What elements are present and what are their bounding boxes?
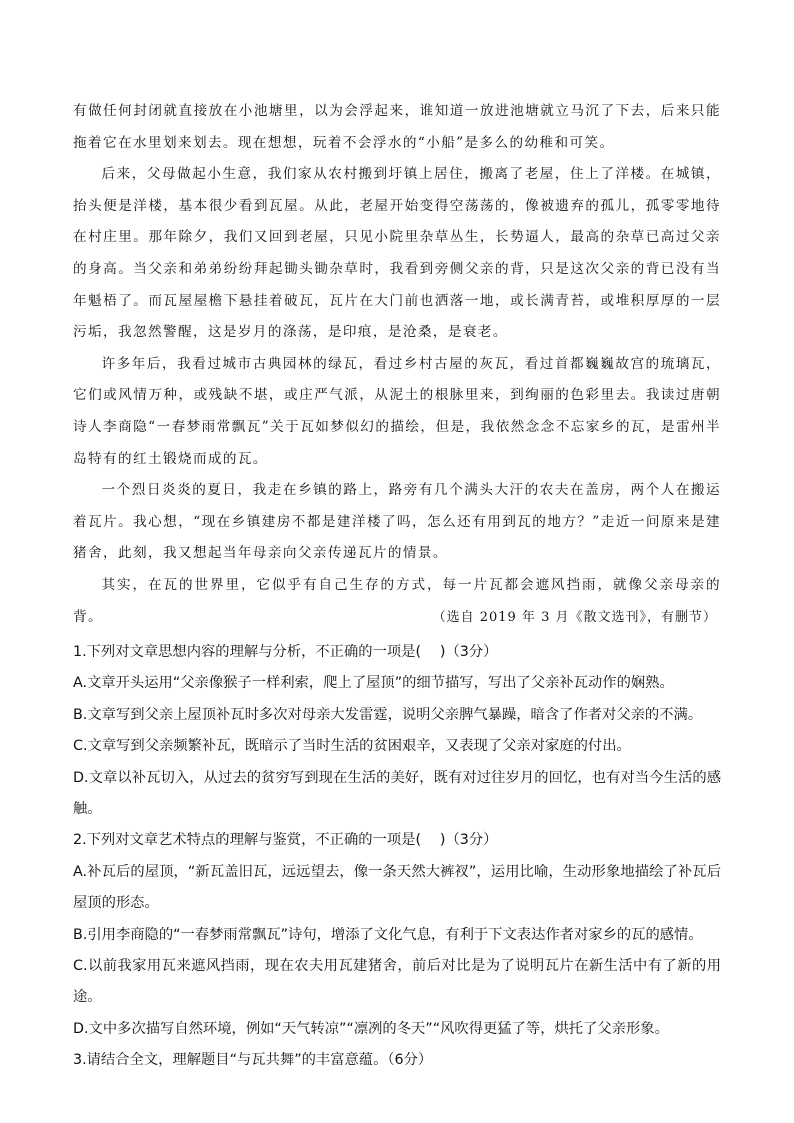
passage-source: （选自 2019 年 3 月《散文选刊》，有删节） bbox=[432, 610, 717, 625]
passage-paragraph: 有做任何封闭就直接放在小池塘里，以为会浮起来，谁知道一放进池塘就立马沉了下去，后来只能拖着它在水里划来划去。现在想想，玩着不会浮水的“小船”是多么的幼稚和可笑。 bbox=[73, 103, 721, 151]
passage-paragraph: 其实，在瓦的世界里，它似乎有自己生存的方式，每一片瓦都会遮风挡雨，就像父亲母亲的背。 bbox=[73, 576, 721, 625]
question-option: D.文章以补瓦切入，从过去的贫穷写到现在生活的美好，既有对过往岁月的回忆，也有对当今生活的感触。 bbox=[73, 769, 721, 818]
question-option: D.文中多次描写自然环境，例如“天气转凉”“凛冽的冬天”“风吹得更猛了等，烘托了父亲形象。 bbox=[73, 1020, 669, 1037]
question-option: C.以前我家用瓦来遮风挡雨，现在农夫用瓦建猪舍，前后对比是为了说明瓦片在新生活中有了新的用途。 bbox=[73, 958, 721, 1006]
question-list bbox=[73, 637, 721, 1077]
question-option: A.补瓦后的屋顶，“新瓦盖旧瓦，远远望去，像一条天然大裤衩”，运用比喻，生动形象地描绘了补瓦后屋顶的形态。 bbox=[73, 863, 721, 912]
question-stem: 2.下列对文章艺术特点的理解与鉴赏，不正确的一项是( )（3分） bbox=[73, 832, 498, 849]
passage-paragraph: 许多年后，我看过城市古典园林的绿瓦，看过乡村古屋的灰瓦，看过首都巍巍故宫的琉璃瓦，它们或风情万种，或残缺不堪，或庄严气派，从泥土的根脉里来，到绚丽的色彩里去。我读过唐朝诗人李商隐“一春梦雨常飘瓦”关于瓦如梦似幻的描绘，但是，我依然念念不忘家乡的瓦，是雷州半岛特有的红土锻烧而成的瓦。 bbox=[73, 355, 721, 467]
question-option: C.文章写到父亲频繁补瓦，既暗示了当时生活的贫困艰辛，又表现了父亲对家庭的付出。 bbox=[73, 738, 631, 755]
question-option: B.文章写到父亲上屋顶补瓦时多次对母亲大发雷霆，说明父亲脾气暴躁，暗含了作者对父亲的不满。 bbox=[73, 706, 703, 723]
question-option: A.文章开头运用“父亲像猴子一样利索，爬上了屋顶”的细节描写，写出了父亲补瓦动作的娴熟。 bbox=[73, 675, 674, 692]
passage-paragraph: 一个烈日炎炎的夏日，我走在乡镇的路上，路旁有几个满头大汗的农夫在盖房，两个人在搬运着瓦片。我心想，“现在乡镇建房不都是建洋楼了吗，怎么还有用到瓦的地方？”走近一问原来是建猪舍，此刻，我又想起当年母亲向父亲传递瓦片的情景。 bbox=[73, 482, 721, 562]
question-stem: 1.下列对文章思想内容的理解与分析，不正确的一项是( )（3分） bbox=[73, 644, 498, 660]
passage-paragraph: 后来，父母做起小生意，我们家从农村搬到圩镇上居住，搬离了老屋，住上了洋楼。在城镇，抬头便是洋楼，基本很少看到瓦屋。从此，老屋开始变得空荡荡的，像被遗弃的孤儿，孤零零地待在村庄里。那年除夕，我们又回到老屋，只见小院里杂草丛生，长势逼人，最高的杂草已高过父亲的身高。当父亲和弟弟纷纷拜起锄头锄杂草时，我看到旁侧父亲的背，只是这次父亲的背已没有当年魁梧了。而瓦屋屋檐下悬挂着破瓦，瓦片在大门前也洒落一地，或长满青苔，或堆积厚厚的一层污垢，我忽然警醒，这是岁月的涤荡，是印痕，是沧桑，是衰老。 bbox=[73, 166, 721, 341]
reading-passage bbox=[73, 96, 721, 633]
question-option: B.引用李商隐的“一春梦雨常飘瓦”诗句，增添了文化气息，有利于下文表达作者对家乡的瓦的感情。 bbox=[73, 926, 703, 943]
question-stem: 3.请结合全文，理解题目“与瓦共舞”的丰富意蕴。（6分） bbox=[73, 1052, 433, 1069]
